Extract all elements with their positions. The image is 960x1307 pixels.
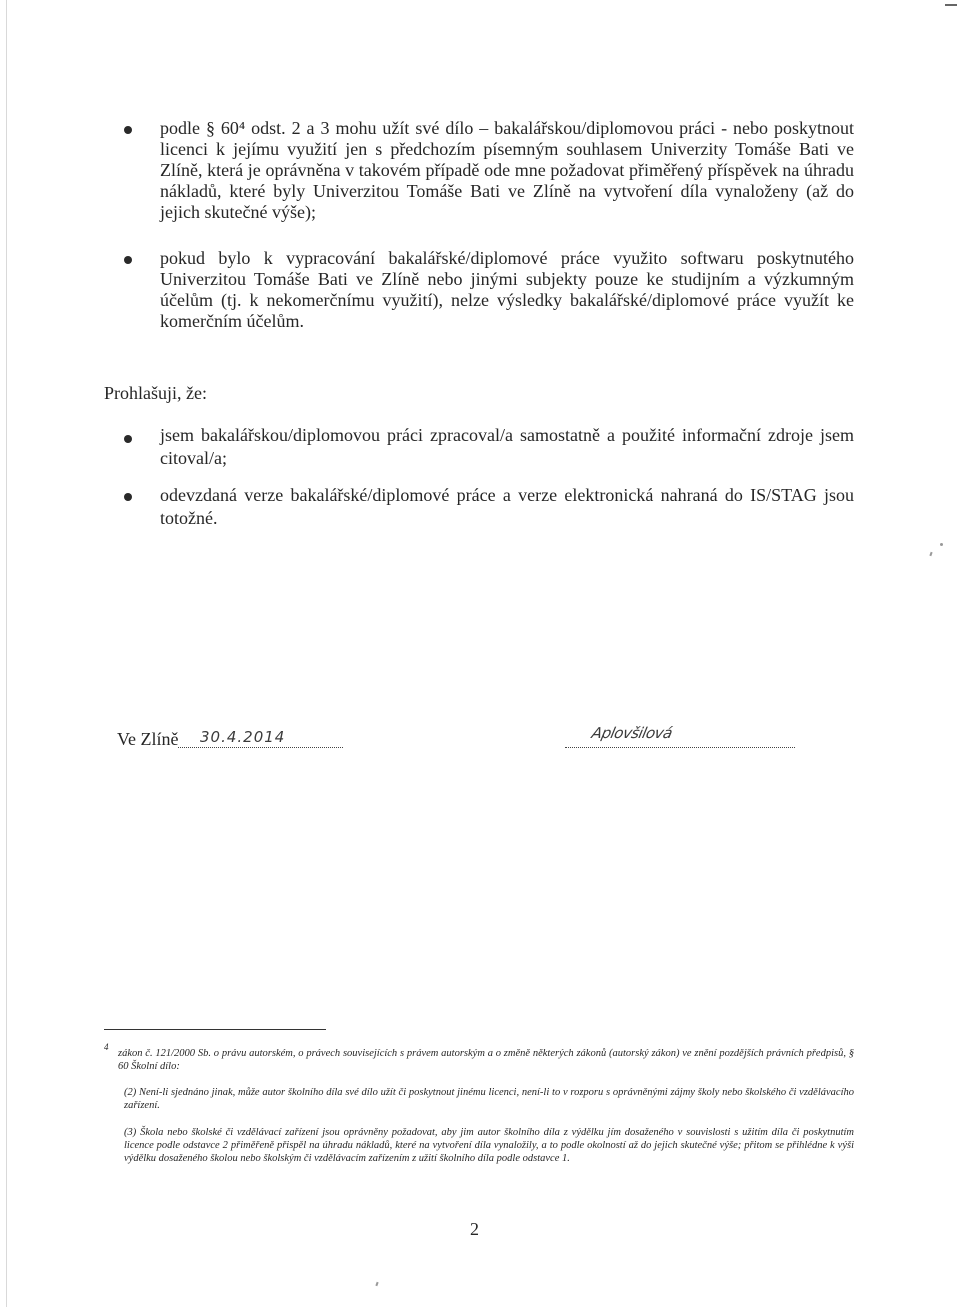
paragraph-software-license-1: podle § 60⁴ odst. 2 a 3 mohu užít své dílo – bakalářskou/diplomovou práci - nebo poskytnout licenci k jejímu využití jen s předchozím písemným souhlasem Univerzity Tomáše Bati ve Zlíně, která je oprávněna v takovém případě ode mne požadovat přiměřený příspěvek na úhradu nákladů, které byly Univerzitou Tomáše Bati ve Zlíně na vytvoření díla vynaloženy (až do jejich skutečné výše); xyxy=(160,118,854,222)
scan-speck xyxy=(929,552,932,556)
declaration-heading: Prohlašuji, že: xyxy=(104,383,207,403)
footnote-intro: zákon č. 121/2000 Sb. o právu autorském, o právech souvisejících s právem autorským a o změně některých zákonů (autorský zákon) ve znění pozdějších právních předpisů, § 60 Školní dílo: xyxy=(118,1048,854,1072)
bullet-icon xyxy=(124,493,132,501)
footnote-item-2: (2) Není-li sjednáno jinak, může autor školního díla své dílo užít či poskytnout jinému licenci, není-li to v rozporu s oprávněnými zájmy školy nebo školského či vzdělávacího zařízení. xyxy=(124,1087,854,1111)
handwritten-date: 30.4.2014 xyxy=(200,728,286,746)
scan-edge xyxy=(6,0,7,1307)
scan-speck xyxy=(940,543,943,546)
bullet-icon xyxy=(124,435,132,443)
paragraph-software-license-2: pokud bylo k vypracování bakalářské/diplomové práce využito softwaru poskytnutého Univerzitou Tomáše Bati ve Zlíně nebo jinými subjekty pouze ke studijním a výzkumným účelům (tj. k nekomerčnímu využití), nelze výsledky bakalářské/diplomové práce využít ke komerčním účelům. xyxy=(160,248,854,331)
page-number: 2 xyxy=(470,1219,479,1239)
declaration-item-1: jsem bakalářskou/diplomovou práci zpracoval/a samostatně a použité informační zdroje jsem citoval/a; xyxy=(160,425,854,468)
bullet-icon xyxy=(124,256,132,264)
footnote-item-3: (3) Škola nebo školské či vzdělávací zařízení jsou oprávněny požadovat, aby jim autor školního díla z výdělku jím dosaženého v souvislosti s užitím díla či poskytnutím licence podle odstavce 2 přiměřeně přispěl na úhradu nákladů, které na vytvoření díla vynaložily, a to podle okolností až do jejich skutečné výše; přitom se přihlédne k výši výdělku dosaženého školou nebo školským či vzdělávacím zařízením z užití školního díla podle odstavce 1. xyxy=(124,1127,854,1164)
scan-speck xyxy=(375,1282,378,1286)
declaration-item-2: odevzdaná verze bakalářské/diplomové práce a verze elektronická nahraná do IS/STAG jsou totožné. xyxy=(160,485,854,528)
handwritten-signature: Aplovšilová xyxy=(590,724,674,742)
footnote-separator xyxy=(104,1029,326,1030)
bullet-icon xyxy=(124,126,132,134)
place-label: Ve Zlíně xyxy=(117,729,179,749)
scan-mark xyxy=(945,4,957,6)
footnote-marker: 4 xyxy=(104,1042,109,1052)
